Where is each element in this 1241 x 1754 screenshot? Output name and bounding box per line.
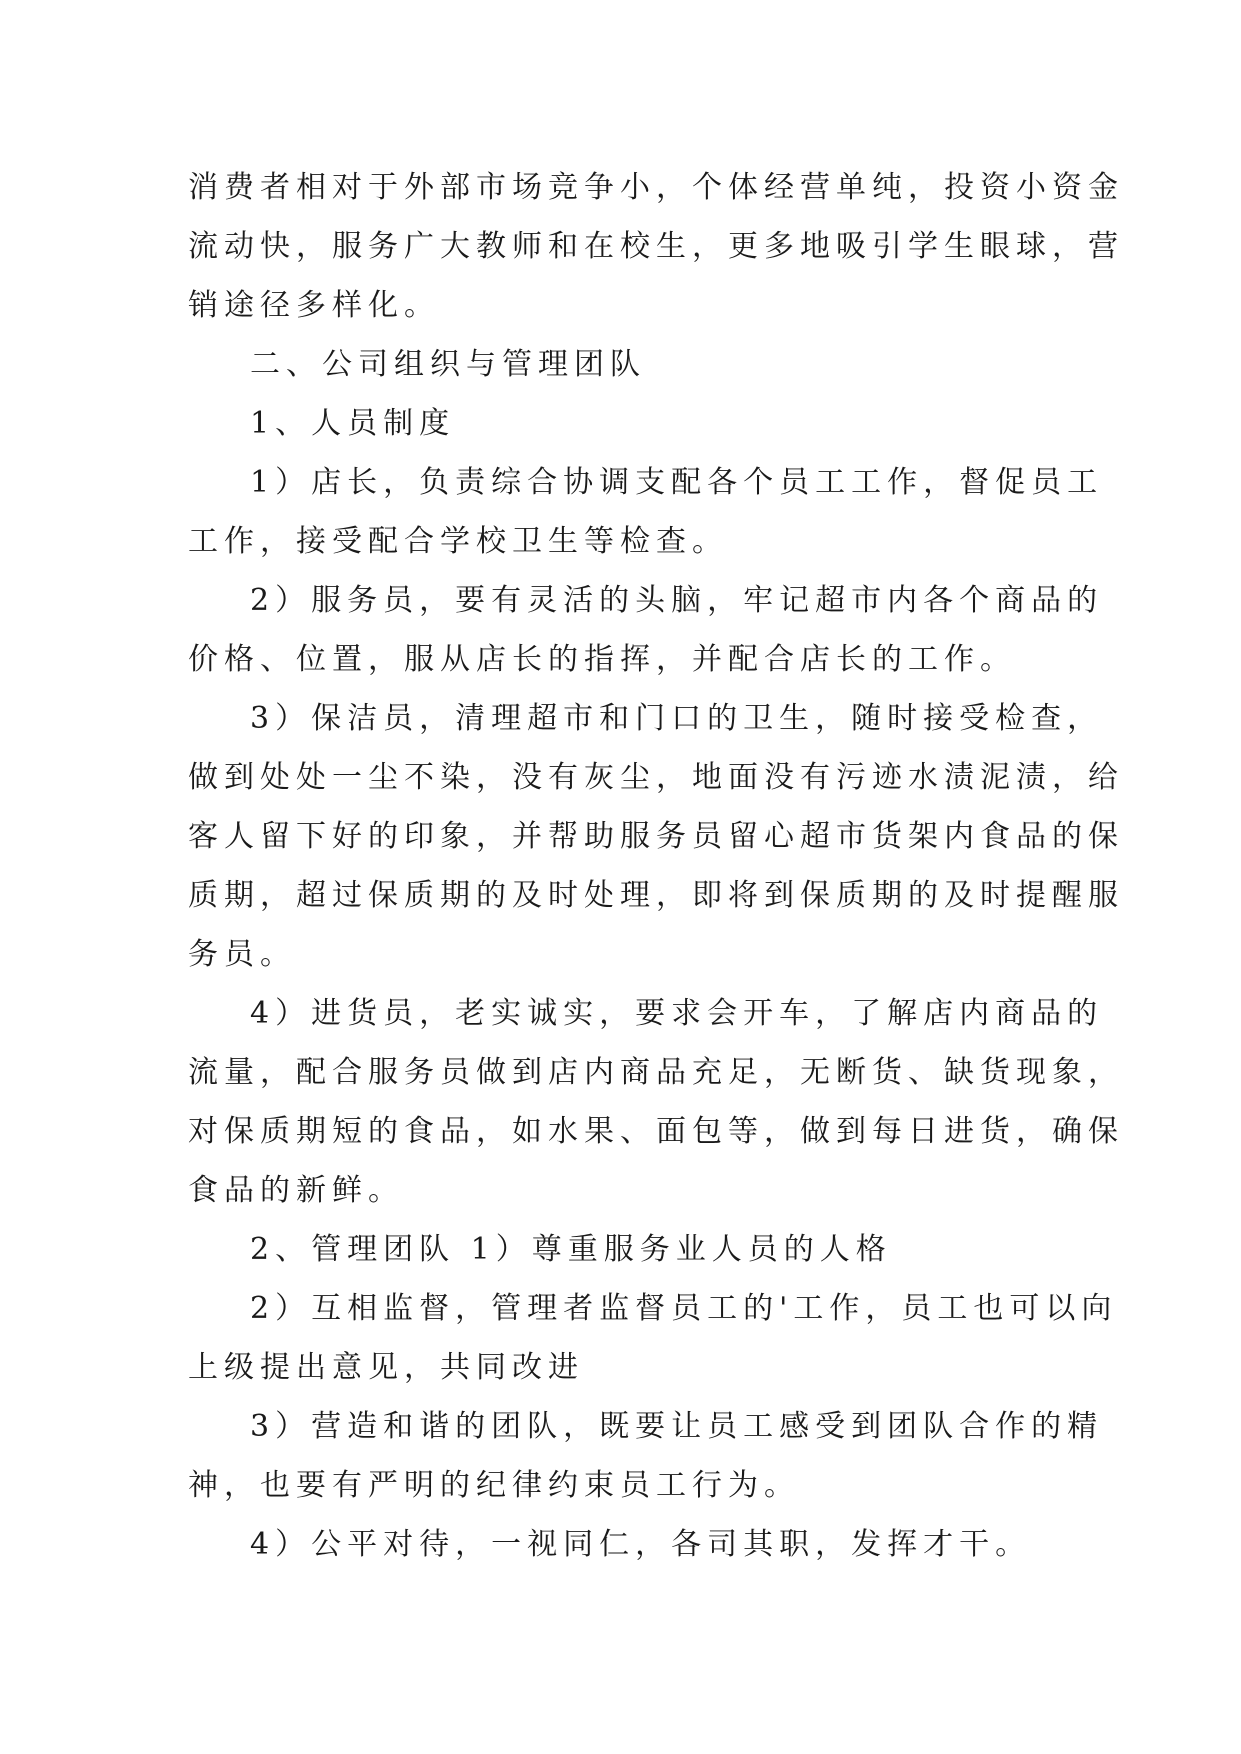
section-heading: 二、公司组织与管理团队 <box>250 347 646 382</box>
paragraph-line: 流动快，服务广大教师和在校生，更多地吸引学生眼球，营 <box>188 229 1124 264</box>
paragraph-line: 2）互相监督，管理者监督员工的'工作，员工也可以向 <box>250 1291 1118 1326</box>
paragraph-line: 3）营造和谐的团队，既要让员工感受到团队合作的精 <box>250 1409 1104 1444</box>
subsection-heading: 1、人员制度 <box>250 406 456 441</box>
paragraph-line: 对保质期短的食品，如水果、面包等，做到每日进货，确保 <box>188 1114 1124 1149</box>
paragraph-line: 工作，接受配合学校卫生等检查。 <box>188 524 728 559</box>
paragraph-line: 做到处处一尘不染，没有灰尘，地面没有污迹水渍泥渍，给 <box>188 760 1124 795</box>
paragraph-line: 神，也要有严明的纪律约束员工行为。 <box>188 1468 800 1503</box>
paragraph-line: 消费者相对于外部市场竞争小，个体经营单纯，投资小资金 <box>188 170 1124 205</box>
subsection-heading: 2、管理团队 1）尊重服务业人员的人格 <box>250 1232 892 1267</box>
paragraph-line: 3）保洁员，清理超市和门口的卫生，随时接受检查， <box>250 701 1104 736</box>
paragraph-line: 4）进货员，老实诚实，要求会开车，了解店内商品的 <box>250 996 1104 1031</box>
document-body <box>188 158 1124 1574</box>
paragraph-line: 销途径多样化。 <box>188 288 440 323</box>
paragraph-line: 务员。 <box>188 937 296 972</box>
paragraph-line: 客人留下好的印象，并帮助服务员留心超市货架内食品的保 <box>188 819 1124 854</box>
paragraph-line: 1）店长，负责综合协调支配各个员工工作，督促员工 <box>250 465 1104 500</box>
paragraph-line: 食品的新鲜。 <box>188 1173 404 1208</box>
paragraph-line: 质期，超过保质期的及时处理，即将到保质期的及时提醒服 <box>188 878 1124 913</box>
paragraph-line: 价格、位置，服从店长的指挥，并配合店长的工作。 <box>188 642 1016 677</box>
paragraph-line: 4）公平对待，一视同仁，各司其职，发挥才干。 <box>250 1527 1032 1562</box>
paragraph-line: 上级提出意见，共同改进 <box>188 1350 584 1385</box>
paragraph-line: 2）服务员，要有灵活的头脑，牢记超市内各个商品的 <box>250 583 1104 618</box>
paragraph-line: 流量，配合服务员做到店内商品充足，无断货、缺货现象， <box>188 1055 1124 1090</box>
